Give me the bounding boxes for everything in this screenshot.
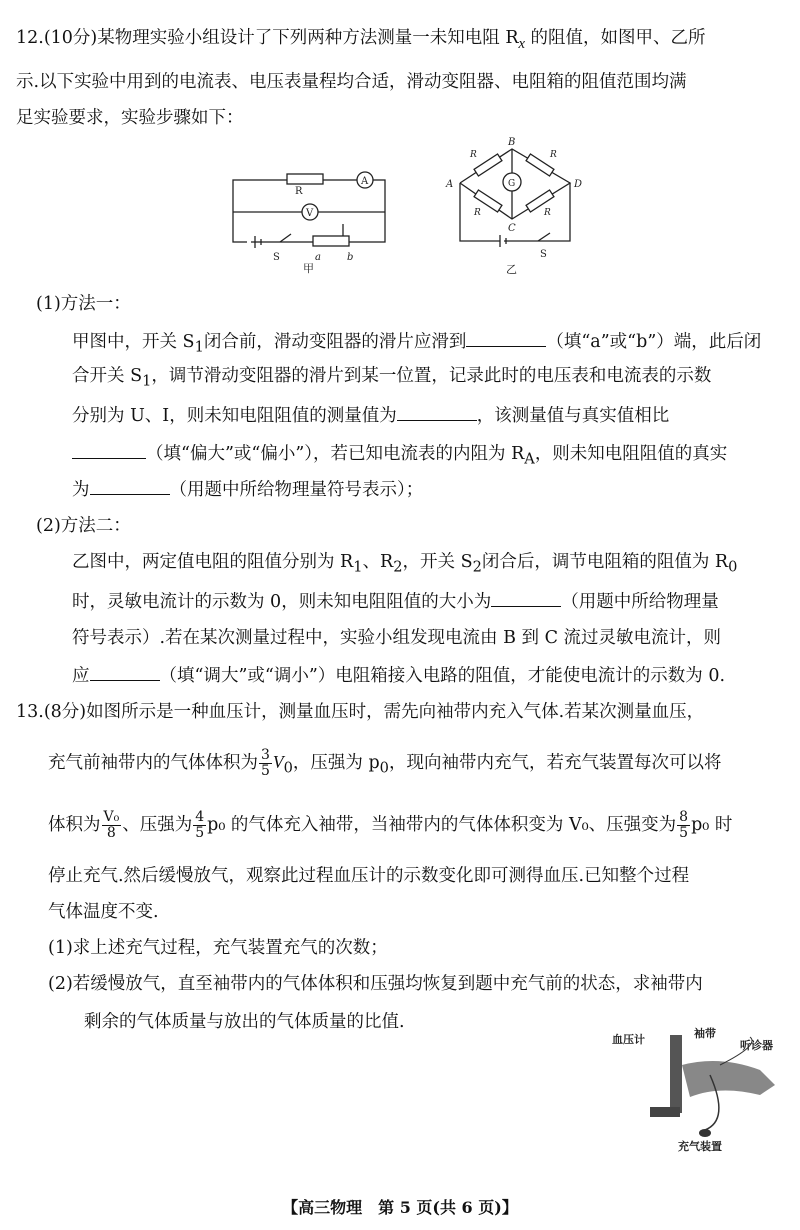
method1-line1: 甲图中，开关 $S_1$闭合前，滑动变阻器的滑片应滑到 （填“a”或“b”）端，此后闭 — [72, 332, 762, 356]
svg-text:B: B — [508, 137, 516, 148]
method2-line2: 时，灵敏电流计的示数为 0，则未知电阻阻值的大小为 （用题中所给物理量 — [72, 592, 719, 612]
answer-blank[interactable] — [90, 664, 160, 681]
blood-pressure-figure — [610, 1025, 790, 1160]
q13-line4: 停止充气.然后缓慢放气，观察此过程血压计的示数变化即可测得血压.已知整个过程 — [48, 866, 690, 886]
method2-line4: 应 （填“调大”或“调小”）电阻箱接入电路的阻值，才能使电流计的示数为 0. — [72, 666, 726, 686]
q13-part2-line1: (2)若缓慢放气，直至袖带内的气体体积和压强均恢复到题中充气前的状态，求袖带内 — [48, 974, 703, 994]
method1-line4: （填“偏大”或“偏小”），若已知电流表的内阻为 $R_A$，则未知电阻阻值的真实 — [72, 442, 727, 470]
fraction: $\frac{4}{5}$ — [195, 809, 205, 841]
svg-text:血压计: 血压计 — [612, 1033, 645, 1046]
method2-line1: 乙图中，两定值电阻的阻值分别为 $R_1$、$R_2$，开关 $S_2$闭合后，调节电阻箱的阻值为 $R_0$ — [72, 552, 738, 576]
fraction: $\frac{3}{5}$ — [261, 747, 270, 779]
svg-text:b: b — [347, 252, 354, 263]
svg-text:a: a — [315, 252, 321, 263]
method2-heading: (2)方法二： — [36, 516, 131, 536]
arm-cuff — [682, 1061, 775, 1097]
pump-icon — [650, 1107, 680, 1117]
circuit-yi — [440, 135, 590, 275]
answer-blank[interactable] — [491, 590, 561, 607]
answer-blank[interactable] — [397, 404, 477, 421]
rx-resistor — [287, 174, 323, 184]
method1-line2: 合开关 $S_1$，调节滑动变阻器的滑片到某一位置，记录此时的电压表和电流表的示数 — [72, 366, 712, 390]
svg-text:甲: 甲 — [303, 262, 314, 274]
q12-line2: 示.以下实验中用到的电流表、电压表量程均合适，滑动变阻器、电阻箱的阻值范围均满 — [16, 72, 687, 92]
svg-text:R: R — [295, 186, 303, 197]
svg-text:G: G — [508, 179, 516, 189]
q13-line5: 气体温度不变. — [48, 902, 159, 922]
svg-text:A: A — [446, 179, 454, 190]
method1-line5: 为 （用题中所给物理量符号表示）； — [72, 480, 424, 500]
switch-icon — [538, 233, 550, 241]
svg-text:V: V — [306, 208, 314, 219]
circuit-jia — [225, 162, 395, 274]
q12-line1: 12.(10分)某物理实验小组设计了下列两种方法测量一未知电阻 $R_x$ 的阻值，如图甲、乙所 — [16, 28, 706, 52]
svg-text:S: S — [540, 249, 547, 260]
q13-line3: 体积为 $\frac{\text{V₀}}{8}$ 、压强为 $\frac{4}{5}$ p₀ 的气体充入袖带，当袖带内的气体体积变为 V₀、压强变为 $\frac{8}{5}$ p₀ 时 — [48, 809, 733, 841]
svg-text:R: R — [544, 208, 551, 218]
method1-line3: 分别为 U、I，则未知电阻阻值的测量值为 ，该测量值与真实值相比 — [72, 406, 670, 426]
fraction: $\frac{8}{5}$ — [679, 809, 689, 841]
svg-text:乙: 乙 — [506, 263, 517, 275]
rheostat — [313, 236, 349, 246]
svg-text:R: R — [474, 208, 481, 218]
answer-blank[interactable] — [72, 442, 146, 459]
q13-part1: (1)求上述充气过程，充气装置充气的次数； — [48, 938, 388, 958]
svg-text:S: S — [273, 252, 280, 263]
q13-part2-line2: 剩余的气体质量与放出的气体质量的比值. — [84, 1012, 405, 1032]
page-footer: 【高三物理 第 5 页(共 6 页)】 — [282, 1198, 518, 1217]
switch-icon — [280, 234, 291, 242]
svg-text:R: R — [470, 150, 477, 160]
answer-blank[interactable] — [90, 478, 170, 495]
answer-blank[interactable] — [466, 330, 546, 347]
q13-line1: 13.(8分)如图所示是一种血压计，测量血压时，需先向袖带内充入气体.若某次测量血压， — [16, 702, 705, 722]
svg-text:R: R — [550, 150, 557, 160]
svg-text:C: C — [508, 223, 516, 234]
svg-text:袖带: 袖带 — [694, 1027, 716, 1040]
q13-line2: 充气前袖带内的气体体积为 $\frac{3}{5}$ $V_0$，压强为 $p_0$，现向袖带内充气，若充气装置每次可以将 — [48, 747, 722, 779]
gauge-column — [670, 1035, 682, 1113]
svg-text:D: D — [574, 179, 583, 190]
method2-line3: 符号表示）.若在某次测量过程中，实验小组发现电流由 B 到 C 流过灵敏电流计，则 — [72, 628, 722, 648]
svg-text:充气装置: 充气装置 — [678, 1140, 722, 1153]
method1-heading: (1)方法一： — [36, 294, 131, 314]
q12-line3: 足实验要求，实验步骤如下： — [16, 108, 244, 128]
svg-text:听诊器: 听诊器 — [740, 1039, 773, 1052]
fraction: $\frac{\text{V₀}}{8}$ — [103, 809, 120, 841]
svg-text:A: A — [361, 176, 369, 187]
